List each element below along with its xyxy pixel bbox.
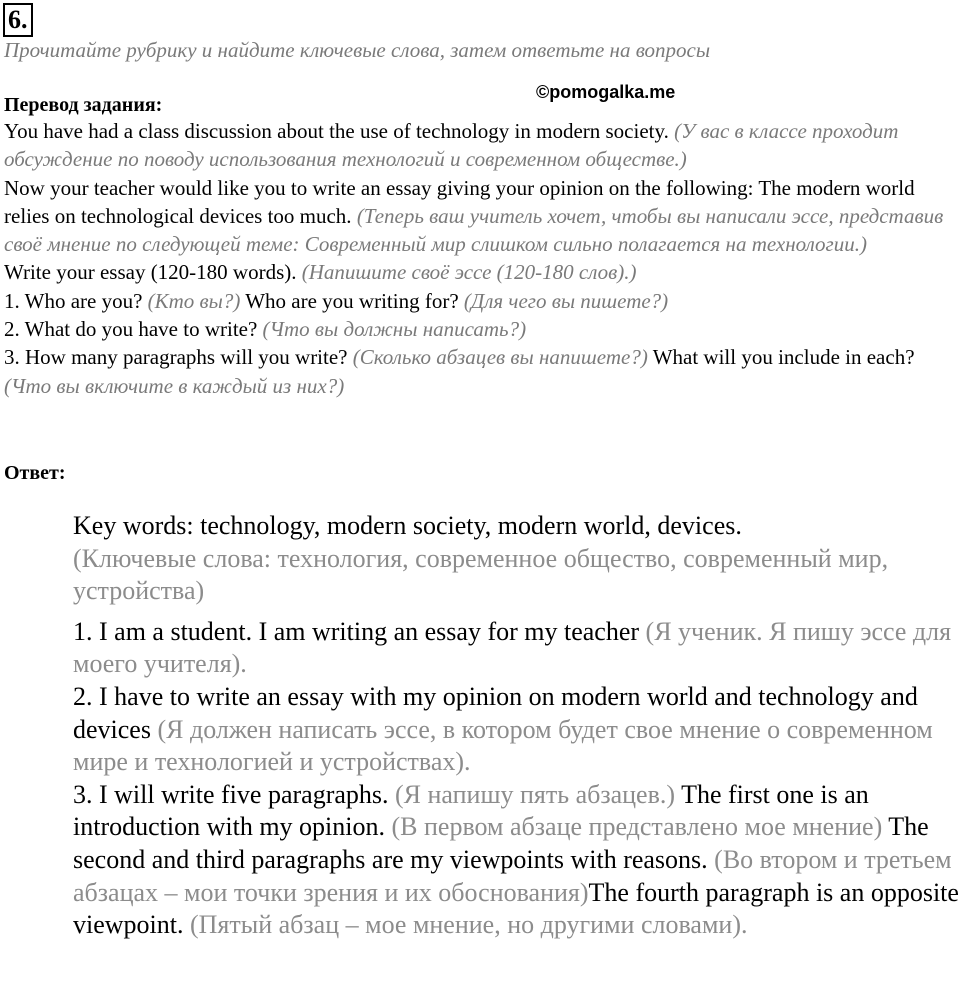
task-instruction: Прочитайте рубрику и найдите ключевые слова, затем ответьте на вопросы	[4, 38, 711, 62]
task-paragraph-3	[4, 258, 952, 286]
answer-3	[73, 779, 959, 942]
answer-3-en-a: 3. I will write five paragraphs.	[73, 779, 389, 809]
task-line3-en: Write your essay (120-180 words).	[4, 260, 297, 285]
question-1	[4, 287, 952, 315]
translation-heading: Перевод задания:	[4, 94, 163, 116]
answer-1	[73, 616, 959, 681]
task-line2-ru: (Теперь ваш учитель хочет, чтобы вы написали эссе, представив своё мнение по следующей теме: Современный мир слишком сильно полагается на технологии.)	[4, 203, 944, 257]
question-3	[4, 343, 952, 400]
task-line2-en: Now your teacher would like you to write an essay giving your opinion on the following: The modern world relies on technological devices too much.	[4, 175, 915, 228]
answer-keywords	[73, 510, 959, 608]
answer-heading: Ответ:	[4, 462, 66, 484]
question-3-en-b: What will you include in each?	[652, 345, 915, 370]
answer-3-ru-c: (Во втором и третьем абзацах – мои точки зрения и их обоснования)	[73, 844, 952, 907]
question-3-ru-a: (Сколько абзацев вы напишете?)	[352, 345, 648, 370]
answer-3-en-c: The second and third paragraphs are my viewpoints with reasons.	[73, 812, 929, 874]
answer-3-en-b: The first one is an introduction with my opinion.	[73, 779, 869, 842]
answer-keywords-ru: (Ключевые слова: технология, современное общество, современный мир, устройства)	[73, 543, 889, 606]
question-1-ru-b: (Для чего вы пишете?)	[463, 288, 669, 313]
task-text	[4, 117, 952, 400]
question-2	[4, 315, 952, 343]
question-3-en-a: 3. How many paragraphs will you write?	[4, 345, 348, 370]
question-2-ru: (Что вы должны написать?)	[262, 317, 527, 342]
question-1-en-a: 1. Who are you?	[4, 288, 143, 313]
question-1-en-b: Who are you writing for?	[245, 288, 459, 313]
task-paragraph-2	[4, 174, 952, 259]
question-1-ru-a: (Кто вы?)	[147, 288, 241, 313]
answer-3-ru-d: (Пятый абзац – мое мнение, но другими словами).	[190, 910, 748, 940]
answer-2-ru: (Я должен написать эссе, в котором будет свое мнение о современном мире и технологией и устройствах).	[73, 714, 933, 777]
task-line1-ru: (У вас в классе проходит обсуждение по поводу использования технологий и современном обществе.)	[4, 119, 899, 172]
answer-keywords-en: Key words: technology, modern society, modern world, devices.	[73, 511, 742, 540]
task-number: 6.	[3, 3, 33, 37]
answer-1-ru: (Я ученик. Я пишу эссе для моего учителя).	[73, 616, 952, 679]
watermark: ©pomogalka.me	[536, 82, 676, 102]
answer-2	[73, 681, 959, 779]
answer-3-ru-a: (Я напишу пять абзацев.)	[395, 779, 676, 809]
answer-3-ru-b: (В первом абзаце представлено мое мнение)	[391, 812, 883, 842]
task-line1-en: You have had a class discussion about the use of technology in modern society.	[4, 119, 669, 143]
question-2-en: 2. What do you have to write?	[4, 317, 258, 342]
answer-2-en: 2. I have to write an essay with my opinion on modern world and technology and devices	[73, 681, 918, 744]
answer-3-en-d: The fourth paragraph is an opposite viewpoint.	[73, 877, 959, 940]
question-3-ru-b: (Что вы включите в каждый из них?)	[4, 373, 345, 398]
answer-text	[73, 510, 959, 942]
task-paragraph-1	[4, 117, 952, 174]
answer-1-en: 1. I am a student. I am writing an essay for my teacher	[73, 616, 640, 646]
task-line3-ru: (Напишите своё эссе (120-180 слов).)	[301, 260, 637, 285]
